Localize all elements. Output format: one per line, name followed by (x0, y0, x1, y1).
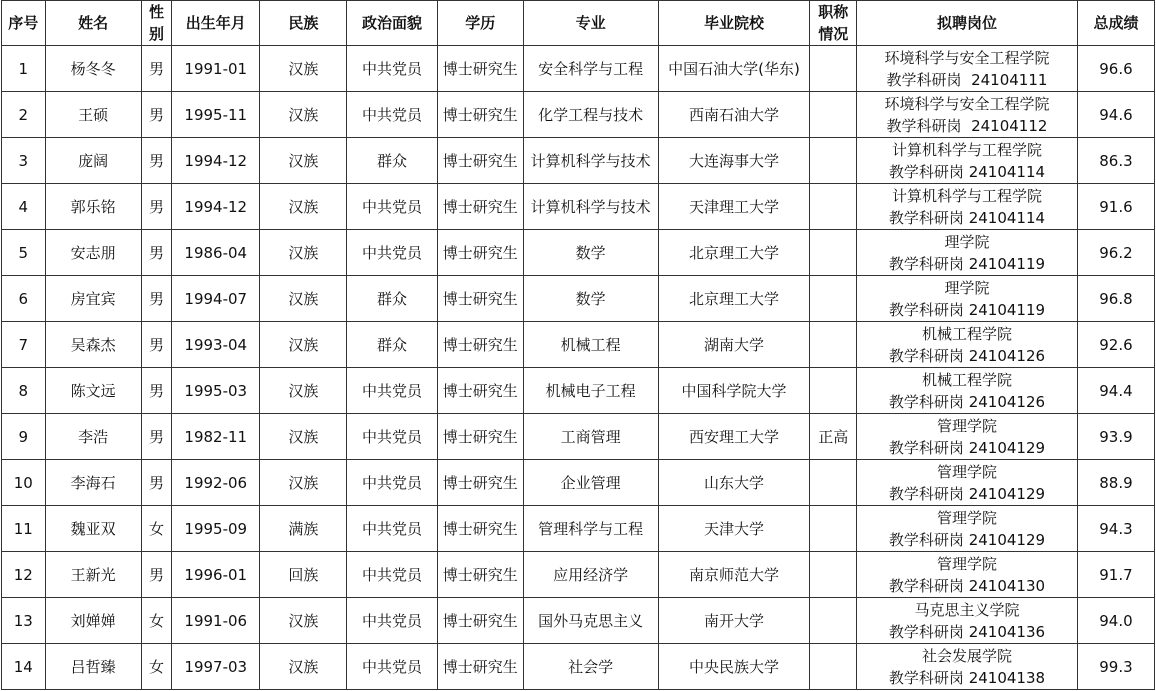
cell-score: 91.6 (1077, 184, 1154, 230)
cell-school: 天津理工大学 (658, 184, 810, 230)
cell-ethnicity: 汉族 (260, 322, 347, 368)
post-dept: 管理学院 (936, 554, 997, 573)
cell-birth: 1995-11 (172, 92, 260, 138)
cell-birth: 1982-11 (172, 414, 260, 460)
cell-school: 天津大学 (658, 506, 810, 552)
table-row (2, 230, 1155, 276)
cell-gender: 男 (141, 138, 171, 184)
cell-political: 中共党员 (347, 460, 437, 506)
cell-post (857, 46, 1078, 92)
cell-ethnicity: 满族 (260, 506, 347, 552)
header-no: 序号 (2, 1, 46, 46)
cell-gender: 男 (141, 230, 171, 276)
cell-education: 博士研究生 (437, 368, 523, 414)
cell-score: 88.9 (1077, 460, 1154, 506)
cell-political: 中共党员 (347, 598, 437, 644)
cell-post (857, 598, 1078, 644)
post-code: 教学科研岗 24104138 (888, 668, 1046, 687)
cell-post (857, 414, 1078, 460)
cell-title (810, 276, 857, 322)
post-code: 教学科研岗 24104126 (888, 392, 1046, 411)
cell-score: 91.7 (1077, 552, 1154, 598)
cell-school: 南京师范大学 (658, 552, 810, 598)
table-row (2, 414, 1155, 460)
cell-school: 北京理工大学 (658, 276, 810, 322)
cell-birth: 1995-03 (172, 368, 260, 414)
cell-post (857, 368, 1078, 414)
cell-ethnicity: 回族 (260, 552, 347, 598)
cell-major: 安全科学与工程 (523, 46, 658, 92)
cell-education: 博士研究生 (437, 138, 523, 184)
cell-birth: 1994-12 (172, 138, 260, 184)
cell-title (810, 322, 857, 368)
cell-major: 企业管理 (523, 460, 658, 506)
table-row (2, 552, 1155, 598)
cell-gender: 女 (141, 506, 171, 552)
post-dept: 环境科学与安全工程学院 (884, 94, 1050, 113)
cell-major: 计算机科学与技术 (523, 184, 658, 230)
cell-title (810, 460, 857, 506)
cell-score: 94.0 (1077, 598, 1154, 644)
table-row (2, 644, 1155, 690)
cell-name: 安志朋 (45, 230, 141, 276)
post-dept: 环境科学与安全工程学院 (884, 48, 1050, 67)
cell-title (810, 92, 857, 138)
cell-ethnicity: 汉族 (260, 598, 347, 644)
header-name: 姓名 (45, 1, 141, 46)
cell-gender: 男 (141, 322, 171, 368)
cell-no: 9 (2, 414, 46, 460)
cell-name: 刘婵婵 (45, 598, 141, 644)
cell-major: 社会学 (523, 644, 658, 690)
cell-post (857, 92, 1078, 138)
post-dept: 机械工程学院 (921, 324, 1012, 343)
cell-major: 计算机科学与技术 (523, 138, 658, 184)
post-code: 教学科研岗 24104119 (888, 254, 1046, 273)
table-row (2, 46, 1155, 92)
post-dept: 计算机科学与工程学院 (891, 140, 1042, 159)
post-code: 教学科研岗 24104129 (888, 484, 1046, 503)
cell-major: 工商管理 (523, 414, 658, 460)
post-code: 教学科研岗 24104111 (886, 70, 1048, 89)
cell-education: 博士研究生 (437, 230, 523, 276)
post-dept: 理学院 (944, 232, 990, 251)
cell-birth: 1992-06 (172, 460, 260, 506)
cell-ethnicity: 汉族 (260, 368, 347, 414)
cell-no: 7 (2, 322, 46, 368)
post-code: 教学科研岗 24104136 (888, 622, 1046, 641)
cell-school: 西安理工大学 (658, 414, 810, 460)
cell-score: 86.3 (1077, 138, 1154, 184)
cell-birth: 1993-04 (172, 322, 260, 368)
cell-political: 中共党员 (347, 368, 437, 414)
cell-score: 96.6 (1077, 46, 1154, 92)
cell-major: 国外马克思主义 (523, 598, 658, 644)
post-code: 教学科研岗 24104130 (888, 576, 1046, 595)
header-gender: 性别 (141, 1, 171, 46)
cell-education: 博士研究生 (437, 506, 523, 552)
cell-name: 李海石 (45, 460, 141, 506)
cell-name: 王硕 (45, 92, 141, 138)
cell-school: 中国科学院大学 (658, 368, 810, 414)
cell-gender: 男 (141, 368, 171, 414)
cell-title (810, 644, 857, 690)
cell-political: 中共党员 (347, 644, 437, 690)
post-dept: 计算机科学与工程学院 (891, 186, 1042, 205)
cell-education: 博士研究生 (437, 414, 523, 460)
cell-political: 中共党员 (347, 414, 437, 460)
cell-score: 94.3 (1077, 506, 1154, 552)
cell-political: 中共党员 (347, 506, 437, 552)
cell-school: 北京理工大学 (658, 230, 810, 276)
cell-name: 庞阔 (45, 138, 141, 184)
table-row (2, 322, 1155, 368)
cell-gender: 男 (141, 92, 171, 138)
cell-score: 94.4 (1077, 368, 1154, 414)
cell-ethnicity: 汉族 (260, 230, 347, 276)
cell-gender: 女 (141, 644, 171, 690)
post-code: 教学科研岗 24104112 (886, 116, 1048, 135)
post-dept: 理学院 (944, 278, 990, 297)
cell-score: 99.3 (1077, 644, 1154, 690)
post-dept: 马克思主义学院 (914, 600, 1020, 619)
cell-school: 山东大学 (658, 460, 810, 506)
table-row (2, 368, 1155, 414)
cell-score: 93.9 (1077, 414, 1154, 460)
cell-post (857, 644, 1078, 690)
header-education: 学历 (437, 1, 523, 46)
cell-score: 96.8 (1077, 276, 1154, 322)
post-dept: 管理学院 (936, 462, 997, 481)
cell-ethnicity: 汉族 (260, 138, 347, 184)
cell-school: 中央民族大学 (658, 644, 810, 690)
cell-birth: 1994-12 (172, 184, 260, 230)
cell-political: 中共党员 (347, 92, 437, 138)
cell-post (857, 184, 1078, 230)
cell-post (857, 138, 1078, 184)
cell-education: 博士研究生 (437, 46, 523, 92)
cell-education: 博士研究生 (437, 460, 523, 506)
table-row (2, 460, 1155, 506)
cell-no: 6 (2, 276, 46, 322)
cell-education: 博士研究生 (437, 598, 523, 644)
cell-title (810, 138, 857, 184)
cell-education: 博士研究生 (437, 276, 523, 322)
cell-birth: 1996-01 (172, 552, 260, 598)
cell-no: 1 (2, 46, 46, 92)
cell-no: 11 (2, 506, 46, 552)
cell-no: 3 (2, 138, 46, 184)
cell-major: 管理科学与工程 (523, 506, 658, 552)
cell-political: 群众 (347, 322, 437, 368)
cell-ethnicity: 汉族 (260, 460, 347, 506)
candidate-table (1, 0, 1155, 690)
header-title: 职称情况 (810, 1, 857, 46)
cell-no: 10 (2, 460, 46, 506)
cell-political: 群众 (347, 276, 437, 322)
cell-education: 博士研究生 (437, 184, 523, 230)
post-code: 教学科研岗 24104129 (888, 530, 1046, 549)
cell-name: 陈文远 (45, 368, 141, 414)
cell-school: 中国石油大学(华东) (658, 46, 810, 92)
cell-ethnicity: 汉族 (260, 414, 347, 460)
cell-political: 中共党员 (347, 184, 437, 230)
cell-no: 4 (2, 184, 46, 230)
cell-title (810, 46, 857, 92)
post-code: 教学科研岗 24104114 (888, 162, 1046, 181)
header-school: 毕业院校 (658, 1, 810, 46)
cell-major: 机械工程 (523, 322, 658, 368)
cell-birth: 1991-06 (172, 598, 260, 644)
post-dept: 社会发展学院 (921, 646, 1012, 665)
cell-education: 博士研究生 (437, 552, 523, 598)
cell-name: 吴森杰 (45, 322, 141, 368)
cell-birth: 1995-09 (172, 506, 260, 552)
table-row (2, 598, 1155, 644)
cell-post (857, 506, 1078, 552)
cell-birth: 1986-04 (172, 230, 260, 276)
post-code: 教学科研岗 24104126 (888, 346, 1046, 365)
header-score: 总成绩 (1077, 1, 1154, 46)
post-code: 教学科研岗 24104114 (888, 208, 1046, 227)
cell-political: 中共党员 (347, 230, 437, 276)
cell-score: 96.2 (1077, 230, 1154, 276)
table-row (2, 276, 1155, 322)
cell-gender: 男 (141, 414, 171, 460)
cell-major: 机械电子工程 (523, 368, 658, 414)
cell-no: 13 (2, 598, 46, 644)
cell-post (857, 276, 1078, 322)
cell-political: 群众 (347, 138, 437, 184)
cell-name: 吕哲臻 (45, 644, 141, 690)
cell-major: 数学 (523, 276, 658, 322)
cell-name: 杨冬冬 (45, 46, 141, 92)
cell-name: 郭乐铭 (45, 184, 141, 230)
cell-ethnicity: 汉族 (260, 92, 347, 138)
cell-name: 房宜宾 (45, 276, 141, 322)
cell-title (810, 368, 857, 414)
post-code: 教学科研岗 24104119 (888, 300, 1046, 319)
cell-birth: 1991-01 (172, 46, 260, 92)
cell-education: 博士研究生 (437, 92, 523, 138)
cell-birth: 1994-07 (172, 276, 260, 322)
table-row (2, 184, 1155, 230)
cell-birth: 1997-03 (172, 644, 260, 690)
header-row (2, 1, 1155, 46)
header-major: 专业 (523, 1, 658, 46)
cell-ethnicity: 汉族 (260, 276, 347, 322)
header-birth: 出生年月 (172, 1, 260, 46)
cell-name: 魏亚双 (45, 506, 141, 552)
cell-title (810, 552, 857, 598)
table-row (2, 92, 1155, 138)
cell-post (857, 552, 1078, 598)
cell-ethnicity: 汉族 (260, 184, 347, 230)
cell-school: 大连海事大学 (658, 138, 810, 184)
table-body (2, 46, 1155, 690)
cell-no: 14 (2, 644, 46, 690)
cell-no: 5 (2, 230, 46, 276)
header-political: 政治面貌 (347, 1, 437, 46)
table-row (2, 138, 1155, 184)
cell-gender: 男 (141, 276, 171, 322)
table-row (2, 506, 1155, 552)
header-post: 拟聘岗位 (857, 1, 1078, 46)
cell-major: 应用经济学 (523, 552, 658, 598)
post-dept: 管理学院 (936, 416, 997, 435)
cell-post (857, 322, 1078, 368)
cell-ethnicity: 汉族 (260, 46, 347, 92)
cell-gender: 男 (141, 552, 171, 598)
cell-gender: 女 (141, 598, 171, 644)
cell-school: 西南石油大学 (658, 92, 810, 138)
cell-gender: 男 (141, 184, 171, 230)
post-dept: 管理学院 (936, 508, 997, 527)
cell-gender: 男 (141, 46, 171, 92)
cell-major: 化学工程与技术 (523, 92, 658, 138)
cell-title: 正高 (810, 414, 857, 460)
cell-education: 博士研究生 (437, 322, 523, 368)
cell-political: 中共党员 (347, 552, 437, 598)
cell-post (857, 230, 1078, 276)
cell-score: 94.6 (1077, 92, 1154, 138)
cell-title (810, 230, 857, 276)
cell-school: 南开大学 (658, 598, 810, 644)
cell-no: 12 (2, 552, 46, 598)
cell-name: 王新光 (45, 552, 141, 598)
cell-major: 数学 (523, 230, 658, 276)
cell-education: 博士研究生 (437, 644, 523, 690)
cell-political: 中共党员 (347, 46, 437, 92)
cell-title (810, 184, 857, 230)
cell-gender: 男 (141, 460, 171, 506)
cell-ethnicity: 汉族 (260, 644, 347, 690)
cell-name: 李浩 (45, 414, 141, 460)
cell-no: 2 (2, 92, 46, 138)
post-dept: 机械工程学院 (921, 370, 1012, 389)
cell-title (810, 506, 857, 552)
post-code: 教学科研岗 24104129 (888, 438, 1046, 457)
cell-no: 8 (2, 368, 46, 414)
cell-title (810, 598, 857, 644)
cell-score: 92.6 (1077, 322, 1154, 368)
header-ethnicity: 民族 (260, 1, 347, 46)
cell-school: 湖南大学 (658, 322, 810, 368)
cell-post (857, 460, 1078, 506)
